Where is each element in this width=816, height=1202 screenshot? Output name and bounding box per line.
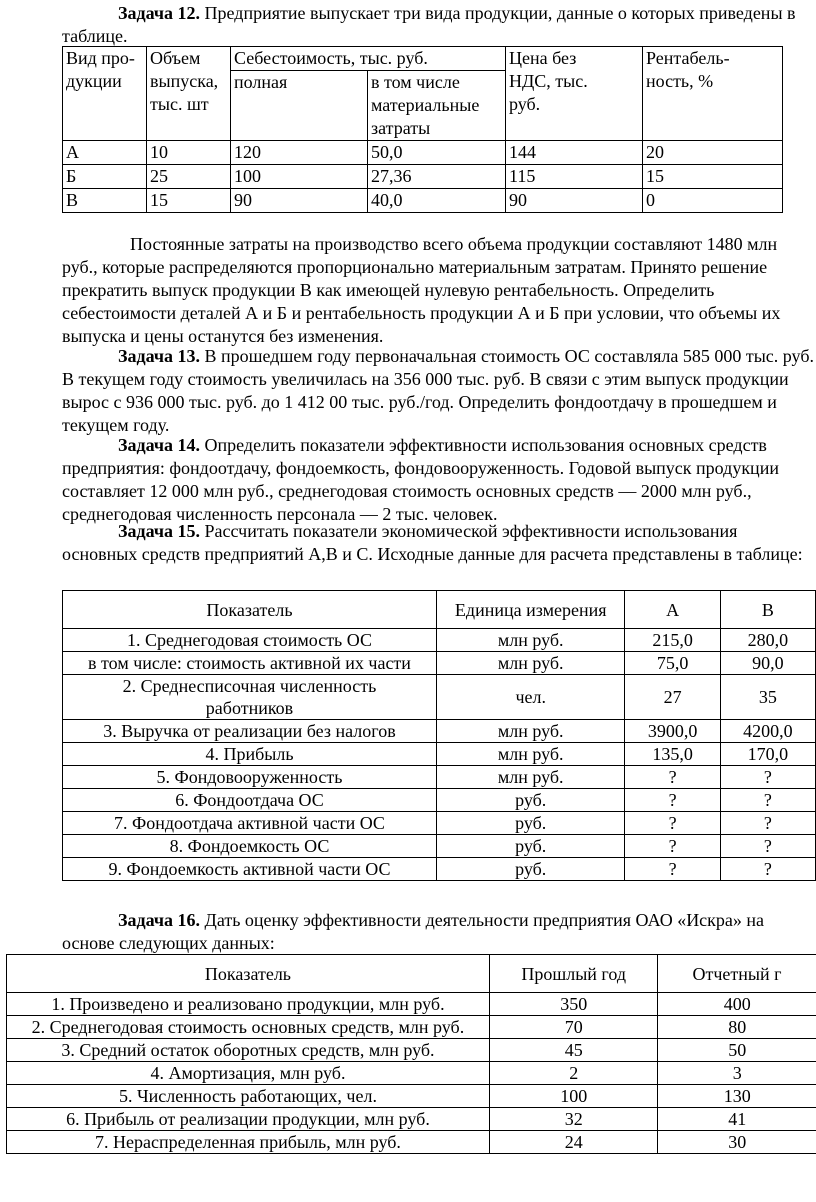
table-cell: 2. Среднесписочная численность работников [63, 675, 437, 720]
table-cell: ? [625, 766, 720, 789]
task-14 [62, 434, 814, 526]
table-cell: 40,0 [368, 189, 506, 213]
table-cell: 3900,0 [625, 720, 720, 743]
table-cell: ? [720, 858, 815, 881]
table-cell: 24 [489, 1131, 658, 1154]
table-row [7, 993, 816, 1016]
table-header-cell: Отчетный г [658, 955, 816, 993]
table-row [63, 629, 816, 652]
table-cell: 9. Фондоемкость активной части ОС [63, 858, 437, 881]
table-cell: 3. Выручка от реализации без налогов [63, 720, 437, 743]
task-12-table [62, 46, 783, 213]
task-12-text: Предприятие выпускает три вида продукции, данные о которых приведены в таблице. [62, 3, 796, 46]
table-cell: 0 [643, 189, 783, 213]
table-cell: 1. Произведено и реализовано продукции, млн руб. [7, 993, 490, 1016]
table-row [63, 743, 816, 766]
table-cell: 20 [643, 141, 783, 165]
table-cell: ? [720, 812, 815, 835]
table-row [63, 812, 816, 835]
table-header-cell: Показатель [63, 591, 437, 629]
table-cell: 70 [489, 1016, 658, 1039]
table-cell: 135,0 [625, 743, 720, 766]
table-cell: ? [720, 835, 815, 858]
task-16 [62, 909, 814, 955]
table-cell: 400 [658, 993, 816, 1016]
table-header-cell: Показатель [7, 955, 490, 993]
task-12-label: Задача 12. [118, 3, 201, 23]
table-cell: 80 [658, 1016, 816, 1039]
table-cell: млн руб. [436, 652, 624, 675]
task-16-label: Задача 16. [118, 910, 201, 930]
table-row [63, 858, 816, 881]
table-cell: ? [625, 835, 720, 858]
task-12-paragraph: Постоянные затраты на производство всего объема продукции составляют 1480 млн руб., которые распределяются пропорционально материальным затратам. Принято решение прекратить выпуск продукции В как имеющей нулевую рентабельность. Определить себестоимости деталей А и Б и рентабельность продукции А и Б при условии, что объемы их выпуска и цены останутся без изменения. [62, 234, 781, 346]
table-cell: 3 [658, 1062, 816, 1085]
table-cell: 30 [658, 1131, 816, 1154]
table-cell: 2 [489, 1062, 658, 1085]
table-cell: ? [625, 812, 720, 835]
table-cell: 215,0 [625, 629, 720, 652]
table-cell: 5. Численность работающих, чел. [7, 1085, 490, 1108]
table-cell: 100 [489, 1085, 658, 1108]
table-cell: 8. Фондоемкость ОС [63, 835, 437, 858]
table-cell: Б [63, 165, 147, 189]
task-14-label: Задача 14. [118, 435, 201, 455]
table-cell: руб. [436, 789, 624, 812]
table-cell: 10 [147, 141, 231, 165]
task-15 [62, 520, 814, 566]
table-row [63, 165, 783, 189]
table-cell: 100 [231, 165, 368, 189]
header-product-type: Вид про- дукции [63, 47, 147, 141]
table-cell: 32 [489, 1108, 658, 1131]
table-cell: 15 [643, 165, 783, 189]
table-row [7, 1016, 816, 1039]
task-13-text: В прошедшем году первоначальная стоимость ОС составляла 585 000 тыс. руб. В текущем году стоимость увеличилась на 356 000 тыс. руб. В связи с этим выпуск продукции вырос с 936 000 тыс. руб. до 1 412 00 тыс. руб./год. Определить фондоотдачу в прошедшем и текущем году. [62, 346, 814, 435]
table-cell: 115 [506, 165, 643, 189]
table-header-cell: А [625, 591, 720, 629]
table-cell: млн руб. [436, 766, 624, 789]
header-cost-material: в том числе материальные затраты [368, 71, 506, 141]
table-cell: 5. Фондовооруженность [63, 766, 437, 789]
table-row [7, 1039, 816, 1062]
table-cell: 15 [147, 189, 231, 213]
table-cell: 4200,0 [720, 720, 815, 743]
table-cell: млн руб. [436, 743, 624, 766]
task-13 [62, 345, 814, 437]
table-cell: 75,0 [625, 652, 720, 675]
table-cell: млн руб. [436, 720, 624, 743]
table-cell: 6. Фондоотдача ОС [63, 789, 437, 812]
table-cell: 120 [231, 141, 368, 165]
table-cell: 90,0 [720, 652, 815, 675]
table-cell: 3. Средний остаток оборотных средств, млн руб. [7, 1039, 490, 1062]
table-row [7, 1108, 816, 1131]
table-cell: чел. [436, 675, 624, 720]
table-row [63, 652, 816, 675]
table-cell: 280,0 [720, 629, 815, 652]
table-header-row [63, 591, 816, 629]
table-cell: 2. Среднегодовая стоимость основных средств, млн руб. [7, 1016, 490, 1039]
table-cell: ? [625, 789, 720, 812]
table-cell: ? [720, 766, 815, 789]
table-row [63, 720, 816, 743]
table-cell: 27 [625, 675, 720, 720]
header-price: Цена без НДС, тыс. руб. [506, 47, 643, 141]
table-cell: 50 [658, 1039, 816, 1062]
table-cell: 90 [506, 189, 643, 213]
table-cell: 144 [506, 141, 643, 165]
table-header-cell: В [720, 591, 815, 629]
table-cell: руб. [436, 858, 624, 881]
table-row [63, 675, 816, 720]
table-cell: ? [625, 858, 720, 881]
table-cell: млн руб. [436, 629, 624, 652]
table-cell: в том числе: стоимость активной их части [63, 652, 437, 675]
table-cell: 130 [658, 1085, 816, 1108]
table-cell: 7. Фондоотдача активной части ОС [63, 812, 437, 835]
table-header-cell: Единица измерения [436, 591, 624, 629]
table-row [63, 766, 816, 789]
table-row [7, 1062, 816, 1085]
table-cell: ? [720, 789, 815, 812]
header-cost-full: полная [231, 71, 368, 141]
task-15-text: Рассчитать показатели экономической эффективности использования основных средств предприятий А,В и С. Исходные данные для расчета представлены в таблице: [62, 521, 803, 564]
task-14-text: Определить показатели эффективности использования основных средств предприятия: фондоотдачу, фондоемкость, фондовооруженность. Годовой выпуск продукции составляет 12 000 млн руб., среднегодовая стоимость основных средств — 2000 млн руб., среднегодовая численность персонала — 2 тыс. человек. [62, 435, 779, 524]
table-row [63, 835, 816, 858]
table-cell: 7. Нераспределенная прибыль, млн руб. [7, 1131, 490, 1154]
task-15-label: Задача 15. [118, 521, 201, 541]
task-16-text: Дать оценку эффективности деятельности предприятия ОАО «Искра» на основе следующих данных: [62, 910, 765, 953]
table-row [7, 1085, 816, 1108]
table-cell: 6. Прибыль от реализации продукции, млн руб. [7, 1108, 490, 1131]
table-cell: 50,0 [368, 141, 506, 165]
table-cell: 4. Амортизация, млн руб. [7, 1062, 490, 1085]
table-cell: 1. Среднегодовая стоимость ОС [63, 629, 437, 652]
header-profitability: Рентабель- ность, % [643, 47, 783, 141]
task-13-label: Задача 13. [118, 346, 201, 366]
table-cell: В [63, 189, 147, 213]
table-cell: А [63, 141, 147, 165]
task-12-heading [62, 2, 812, 48]
table-cell: 27,36 [368, 165, 506, 189]
table-cell: 35 [720, 675, 815, 720]
table-header-row [7, 955, 816, 993]
table-cell: 45 [489, 1039, 658, 1062]
table-cell: 25 [147, 165, 231, 189]
header-cost: Себестоимость, тыс. руб. [231, 47, 506, 71]
table-cell: 90 [231, 189, 368, 213]
task-15-table [62, 590, 816, 881]
table-cell: 170,0 [720, 743, 815, 766]
table-cell: 4. Прибыль [63, 743, 437, 766]
table-header-cell: Прошлый год [489, 955, 658, 993]
table-cell: 41 [658, 1108, 816, 1131]
table-row [7, 1131, 816, 1154]
table-cell: руб. [436, 835, 624, 858]
table-cell: руб. [436, 812, 624, 835]
task-16-table [6, 954, 816, 1154]
table-cell: 350 [489, 993, 658, 1016]
table-row [63, 189, 783, 213]
table-row [63, 141, 783, 165]
table-row [63, 789, 816, 812]
header-output-volume: Объем выпуска, тыс. шт [147, 47, 231, 141]
